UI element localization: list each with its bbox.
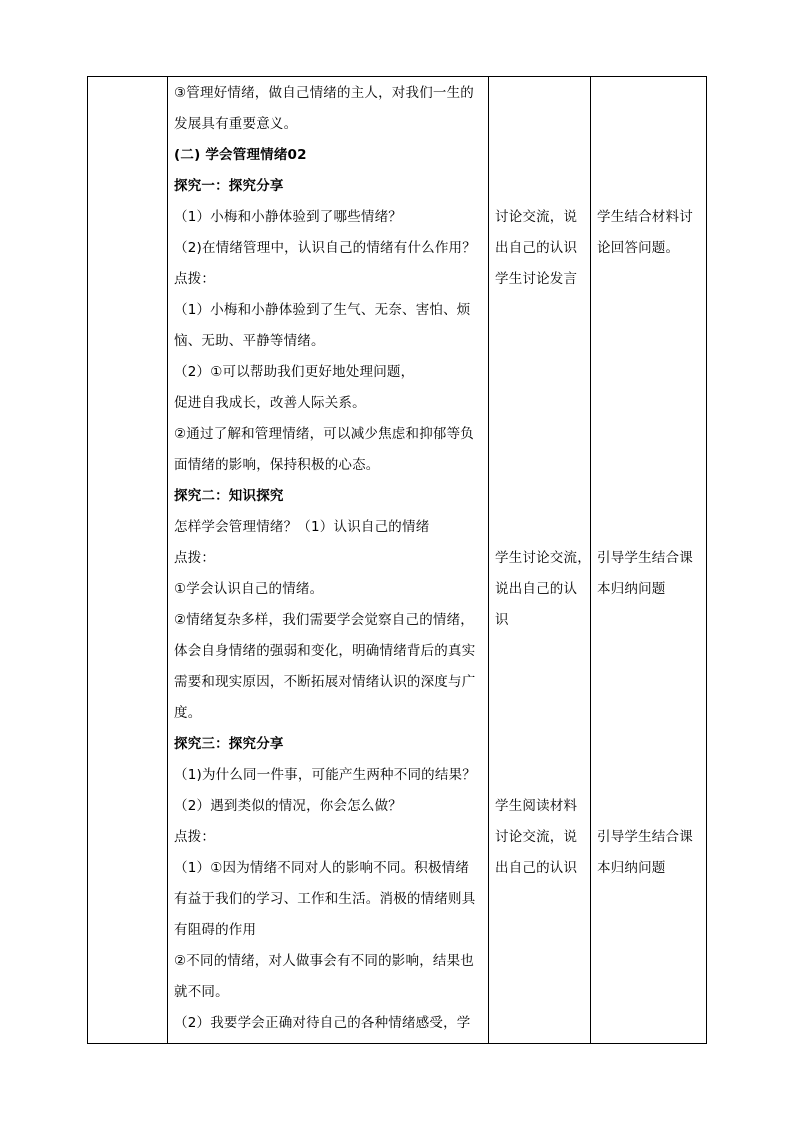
content-line: ②不同的情绪，对人做事会有不同的影响，结果也 bbox=[174, 953, 475, 969]
content-line: ①学会认识自己的情绪。 bbox=[174, 581, 324, 597]
content-line: 体会自身情绪的强弱和变化，明确情绪背后的真实 bbox=[174, 643, 476, 659]
content-line: ③管理好情绪，做自己情绪的主人，对我们一生的 bbox=[174, 85, 475, 101]
content-line: 发展具有重要意义。 bbox=[174, 116, 298, 132]
table-right-border bbox=[706, 76, 707, 1044]
content-line: 恼、无助、平静等情绪。 bbox=[174, 333, 325, 349]
content-line: 点拨： bbox=[174, 271, 216, 287]
teaching-content-cell bbox=[168, 77, 488, 1043]
content-line: 需要和现实原因，不断拓展对情绪认识的深度与广 bbox=[174, 674, 476, 690]
content-line: （1）小梅和小静体验到了生气、无奈、害怕、烦 bbox=[174, 302, 471, 318]
student-activity-line: 讨论交流，说 bbox=[495, 209, 578, 225]
section-heading: (二) 学会管理情绪02 bbox=[174, 147, 307, 163]
content-line: ②通过了解和管理情绪，可以减少焦虑和抑郁等负 bbox=[174, 426, 475, 442]
student-activity-line: 学生讨论交流， bbox=[495, 550, 591, 566]
content-line: 就不同。 bbox=[174, 984, 229, 1000]
content-line: 有阻碍的作用 bbox=[174, 922, 257, 938]
content-line: （1)为什么同一件事，可能产生两种不同的结果？ bbox=[174, 767, 476, 783]
content-line: 促进自我成长，改善人际关系。 bbox=[174, 395, 366, 411]
content-line: 点拨： bbox=[174, 550, 216, 566]
inquiry-heading-1: 探究一：探究分享 bbox=[174, 178, 284, 194]
design-intent-line: 本归纳问题 bbox=[597, 860, 666, 876]
table-bottom-border bbox=[87, 1043, 707, 1044]
content-line: （2）我要学会正确对待自己的各种情绪感受，学 bbox=[174, 1015, 471, 1031]
design-intent-line: 本归纳问题 bbox=[597, 581, 666, 597]
student-activity-line: 说出自己的认 bbox=[495, 581, 578, 597]
content-line: （1）①因为情绪不同对人的影响不同。积极情绪 bbox=[174, 860, 470, 876]
table-left-border bbox=[87, 76, 88, 1044]
content-line: （2)在情绪管理中，认识自己的情绪有什么作用？ bbox=[174, 240, 476, 256]
content-line: 怎样学会管理情绪？（1）认识自己的情绪 bbox=[174, 519, 430, 535]
content-line: 度。 bbox=[174, 705, 202, 721]
content-line: 有益于我们的学习、工作和生活。消极的情绪则具 bbox=[174, 891, 476, 907]
student-activity-line: 学生讨论发言 bbox=[495, 271, 578, 287]
student-activity-line: 识 bbox=[495, 612, 509, 628]
content-line: 面情绪的影响，保持积极的心态。 bbox=[174, 457, 380, 473]
inquiry-heading-3: 探究三：探究分享 bbox=[174, 736, 284, 752]
student-activity-line: 出自己的认识 bbox=[495, 860, 578, 876]
design-intent-line: 引导学生结合课 bbox=[597, 829, 693, 845]
content-line: （2）遇到类似的情况，你会怎么做？ bbox=[174, 798, 402, 814]
content-line: （2）①可以帮助我们更好地处理问题， bbox=[174, 364, 415, 380]
inquiry-heading-2: 探究二：知识探究 bbox=[174, 488, 284, 504]
design-intent-line: 论回答问题。 bbox=[597, 240, 680, 256]
student-activity-line: 学生阅读材料 bbox=[495, 798, 578, 814]
content-line: ②情绪复杂多样，我们需要学会觉察自己的情绪， bbox=[174, 612, 475, 628]
student-activity-cell bbox=[489, 77, 590, 1043]
design-intent-cell bbox=[591, 77, 706, 1043]
content-line: （1）小梅和小静体验到了哪些情绪？ bbox=[174, 209, 402, 225]
content-line: 点拨： bbox=[174, 829, 216, 845]
student-activity-line: 出自己的认识 bbox=[495, 240, 578, 256]
design-intent-line: 引导学生结合课 bbox=[597, 550, 693, 566]
student-activity-line: 讨论交流，说 bbox=[495, 829, 578, 845]
design-intent-line: 学生结合材料讨 bbox=[597, 209, 693, 225]
